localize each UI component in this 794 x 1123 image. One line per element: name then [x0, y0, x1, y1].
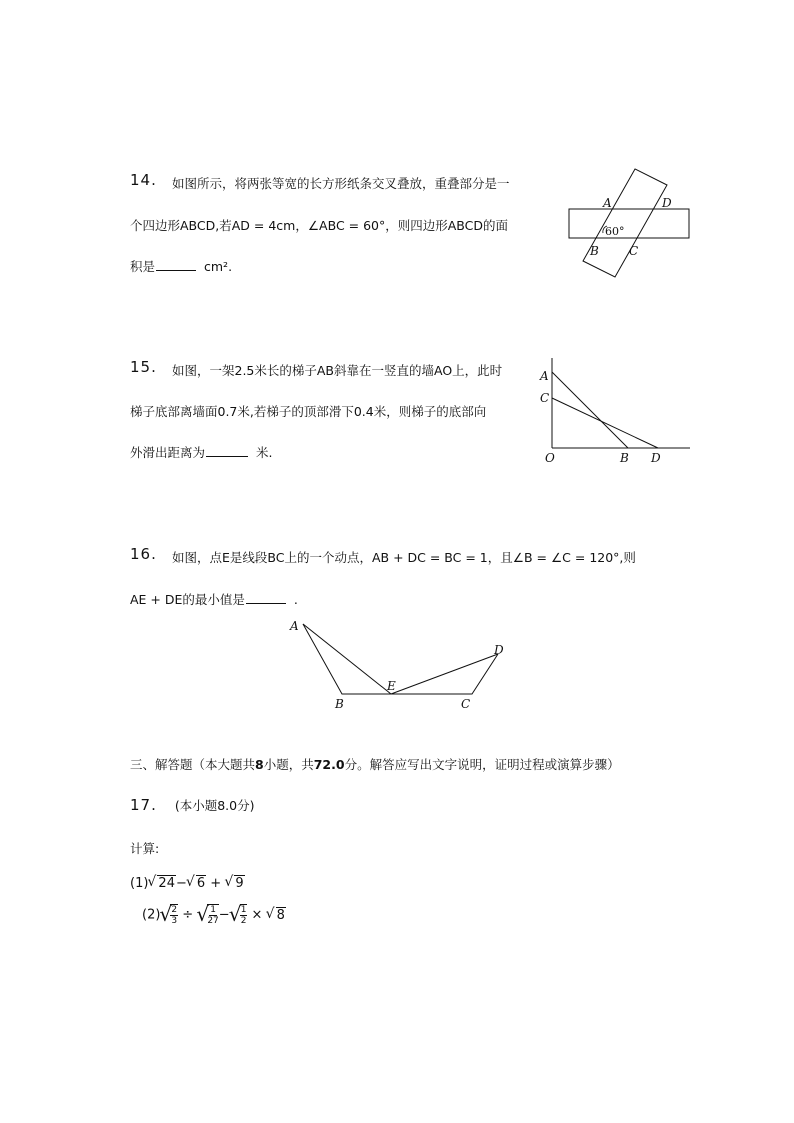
q14-unit: cm² — [204, 259, 229, 274]
label-o: O — [545, 451, 555, 465]
radicand: 9 — [235, 876, 244, 891]
slanted-strip — [583, 169, 667, 277]
q17-part1 — [130, 876, 245, 891]
radicand: 24 — [158, 876, 175, 891]
angle-label: 60° — [605, 225, 625, 238]
q14-line3 — [130, 257, 232, 275]
segment-ae — [303, 624, 391, 694]
q16-end: . — [293, 592, 298, 607]
answer-blank — [246, 592, 286, 604]
ladder-cd — [552, 398, 658, 448]
q14-line1: 如图所示，将两张等宽的长方形纸条交叉叠放，重叠部分是一 — [172, 176, 510, 191]
label-e: E — [387, 679, 396, 693]
label-d: D — [651, 451, 661, 465]
label-b: B — [620, 451, 629, 465]
label-a: A — [540, 369, 549, 383]
label-d: D — [494, 643, 504, 657]
section-text-3: 分。解答应写出文字说明，证明过程或演算步骤） — [344, 757, 620, 772]
q15-line3 — [130, 443, 272, 461]
horizontal-strip — [569, 209, 689, 238]
minus-op: − — [175, 876, 187, 891]
numerator: √ 2 — [171, 905, 178, 915]
q16-number: 16. — [130, 545, 157, 563]
numerator: √ 1 — [240, 905, 247, 915]
q16-line2 — [130, 590, 298, 608]
q14-line2: 个四边形ABCD,若AD = 4cm，∠ABC = 60°，则四边形ABCD的面 — [130, 218, 509, 233]
label-a: A — [603, 196, 612, 210]
plus-op: + — [206, 876, 226, 891]
label-a: A — [290, 619, 299, 633]
q14-number: 14. — [130, 171, 157, 189]
label-c: C — [540, 391, 550, 405]
q15-figure — [535, 350, 695, 470]
times-op: × — [247, 907, 267, 923]
question-count: 8 — [255, 757, 264, 772]
segment-de — [391, 654, 498, 694]
denominator: 2 — [240, 916, 247, 926]
q16-line1: 如图，点E是线段BC上的一个动点，AB + DC = BC = 1，且∠B = ∠C = 120°,则 — [172, 550, 636, 565]
q15-line3-text: 外滑出距离为 — [130, 445, 206, 460]
q16-figure — [285, 612, 515, 712]
q14-figure — [560, 165, 700, 280]
sqrt-9 — [225, 876, 244, 891]
q15-line1: 如图，一架2.5米长的梯子AB斜靠在一竖直的墙AO上，此时 — [172, 363, 503, 378]
label-c: C — [461, 697, 471, 711]
q16-line2-text: AE + DE的最小值是 — [130, 592, 245, 607]
sqrt-one-27th — [197, 904, 218, 926]
part1-label: (1) — [130, 876, 149, 891]
total-score: 72.0 — [313, 757, 345, 772]
q15-line2: 梯子底部离墙面0.7米,若梯子的顶部滑下0.4米，则梯子的底部向 — [130, 404, 487, 419]
q17-note: (本小题8.0分) — [174, 798, 255, 813]
numerator: √ 1 — [210, 905, 216, 915]
minus-op: − — [218, 907, 230, 923]
q17-part2 — [142, 904, 286, 926]
sqrt-8 — [267, 908, 286, 923]
q14-end: . — [228, 259, 233, 274]
sqrt-24 — [148, 876, 176, 891]
q14-line3-text: 积是 — [130, 259, 156, 274]
divide-op: ÷ — [178, 907, 198, 923]
answer-blank — [206, 445, 248, 457]
label-d: D — [662, 196, 672, 210]
q15-end: 米. — [256, 445, 273, 460]
sqrt-two-thirds — [160, 904, 178, 926]
q15-number: 15. — [130, 358, 157, 376]
quadrilateral-path — [303, 624, 498, 694]
q17-number: 17. — [130, 796, 157, 814]
part2-label: (2) — [142, 907, 161, 923]
q17-header — [130, 796, 254, 814]
ladder-ab — [552, 372, 628, 448]
sqrt-one-half — [230, 904, 248, 926]
radicand: 6 — [196, 876, 206, 891]
answer-blank — [156, 259, 196, 271]
section-text-2: 小题，共 — [263, 757, 314, 772]
label-b: B — [335, 697, 344, 711]
section-text-1: 三、解答题（本大题共 — [130, 757, 256, 772]
label-c: C — [629, 244, 639, 258]
denominator: 27 — [207, 916, 219, 926]
radicand: 8 — [276, 907, 285, 923]
denominator: 3 — [171, 916, 178, 926]
section-heading — [130, 755, 620, 773]
q17-instruction: 计算: — [130, 841, 160, 856]
label-b: B — [590, 244, 599, 258]
sqrt-6 — [187, 876, 206, 891]
